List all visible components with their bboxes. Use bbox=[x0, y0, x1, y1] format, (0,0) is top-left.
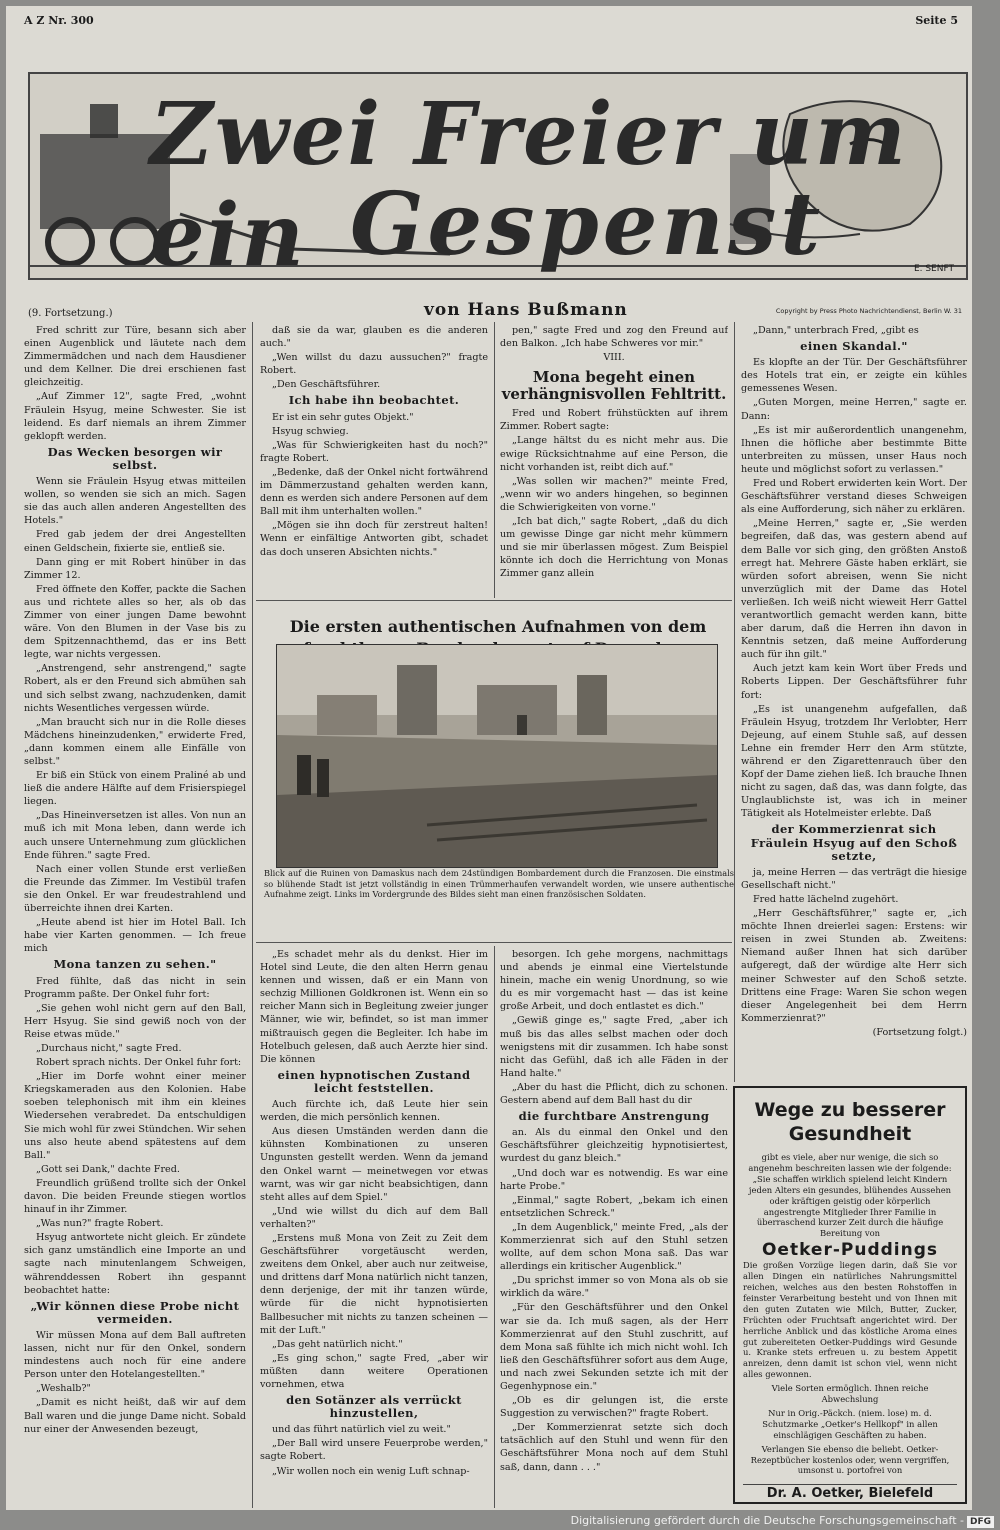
paragraph: „Damit es nicht heißt, daß wir auf dem Ball waren und die junge Dame nicht. Sobald nur einer der Anwesenden bezeugt, bbox=[24, 1397, 246, 1435]
paragraph: „Erstens muß Mona von Zeit zu Zeit dem Geschäftsführer vorgetäuscht werden, zweitens dem Onkel, aber auch nur zeitweise, und drittens darf Mona natürlich nicht tanzen, denn derjenige, der mit ihr tanzen würde, würde für die nicht hypnotisierten Ballbesucher mit nichts zu tanzen scheinen — mit der Luft." bbox=[260, 1232, 488, 1336]
paragraph: besorgen. Ich gehe morgens, nachmittags und abends je einmal eine Viertelstunde hinein, mache ein wenig Unordnung, so wie du es mir vorgemacht hast — das ist keine große Arbeit, und doch entlastet es dich." bbox=[500, 949, 728, 1013]
subheading: einen hypnotischen Zustand leicht feststellen. bbox=[277, 1067, 471, 1095]
issue-number: A Z Nr. 300 bbox=[24, 14, 94, 27]
banner-title-line1: Zwei Freier um ein bbox=[150, 84, 908, 280]
paragraph: „Wen willst du dazu aussuchen?" fragte Robert. bbox=[260, 352, 488, 377]
paragraph: „Hier im Dorfe wohnt einer meiner Kriegskameraden aus den Kolonien. Habe soeben telephonisch mit ihm ein kleines Wiedersehen verabredet. Da entschuldigen Sie mich wohl für zwei Stündchen. Wir sehen uns also heute abend spätestens auf dem Ball." bbox=[24, 1071, 246, 1161]
photo-box-top bbox=[256, 600, 732, 601]
chapter-heading: Mona begeht einen verhängnisvollen Fehltritt. bbox=[501, 368, 727, 404]
ad-headline: Wege zu besserer Gesundheit bbox=[754, 1099, 946, 1145]
paragraph: „Herr Geschäftsführer," sagte er, „ich möchte Ihnen dreierlei sagen: Erstens: wir reisen in zwei Stunden ab. Zweitens: Niemand außer Ihnen hat sich darüber aufgeregt, daß der würdige alte Herr sich meiner Schwester auf den Schoß setzte. Drittens eine Frage: Waren Sie schon wegen dieser Angelegenheit bei dem Herrn Kommerzienrat?" bbox=[741, 908, 967, 1024]
dfg-logo: DFG bbox=[967, 1516, 994, 1528]
chapter-number: VIII. bbox=[603, 352, 625, 364]
ad-intro: gibt es viele, aber nur wenige, die sich so angenehm beschreiten lassen wie der folgende: „Sie schaffen wirklich spielend leicht Kindern jeden Alters ein gesundes, blühendes Aussehen oder kräftigen geistig oder körperlich angestrengte Mitglieder Ihrer Familie in überraschend kurzer Zeit durch die häufige Bereitung von bbox=[748, 1152, 952, 1239]
paragraph: „Heute abend ist hier im Hotel Ball. Ich habe vier Karten genommen. — Ich freue mich bbox=[24, 917, 246, 955]
photo-damascus-ruins bbox=[276, 644, 718, 868]
paragraph: „Durchaus nicht," sagte Fred. bbox=[36, 1042, 182, 1054]
paragraph: an. Als du einmal den Onkel und den Geschäftsführer gleichzeitig hypnotisiertest, wurdest du ganz bleich." bbox=[500, 1127, 728, 1165]
ad-availability: Nur in Orig.-Päckch. (niem. lose) m. d. Schutzmarke „Oetker's Hellkopf" in allen einschlägigen Geschäften zu haben. bbox=[762, 1407, 938, 1440]
paragraph: Hsyug antwortete nicht gleich. Er zündete sich ganz umständlich eine Importe an und sagte nach minutenlangem Schweigen, währenddessen Robert ihn gespannt beobachtet hatte: bbox=[24, 1232, 246, 1296]
photo-box-bottom bbox=[256, 942, 732, 943]
artist-signature: E. SENFT bbox=[913, 264, 954, 274]
page-number: Seite 5 bbox=[915, 14, 958, 27]
column-3-bottom bbox=[500, 948, 728, 1508]
subheading: die furchtbare Anstrengung bbox=[518, 1109, 710, 1124]
paragraph: „Man braucht sich nur in die Rolle dieses Mädchens hineinzudenken," erwiderte Fred, „dann kommen einem alle Einfälle von selbst." bbox=[24, 716, 246, 767]
paragraph: „Bedenke, daß der Onkel nicht fortwährend im Dämmerzustand gehalten werden kann, denn es werden sich andere Personen auf dem Ball mit ihm unterhalten wollen." bbox=[260, 466, 488, 518]
paragraph: „Es ging schon," sagte Fred, „aber wir müßten dann weitere Operationen vornehmen, etwa bbox=[260, 1352, 488, 1390]
paragraph: „Auf Zimmer 12", sagte Fred, „wohnt Fräulein Hsyug, meine Schwester. Sie ist leidend. Es darf niemals an ihrem Zimmer geklopft werden. bbox=[24, 391, 246, 442]
paragraph: „Mögen sie ihn doch für zerstreut halten! Wenn er einfältige Antworten gibt, schadet das doch unseren Absichten nichts." bbox=[260, 520, 488, 558]
paragraph: „Was sollen wir machen?" meinte Fred, „wenn wir wo anders hingehen, so beginnen die Schwierigkeiten von vorne." bbox=[500, 475, 728, 513]
paragraph: „Gott sei Dank," dachte Fred. bbox=[36, 1163, 180, 1175]
paragraph: „Sie gehen wohl nicht gern auf den Ball, Herr Hsyug. Sie sind gewiß noch von der Reise etwas müde." bbox=[24, 1002, 246, 1040]
paragraph: „Meine Herren," sagte er, „Sie werden begreifen, daß das, was gestern abend auf dem Balle vor sich ging, den größten Anstoß erregt hat. Mehrere Gäste haben erklärt, sie würden sofort abreisen, wenn Sie nicht unverzüglich mit der Dame das Hotel verließen. Ich weiß nicht wieweit Herr Gattel verantwortlich gemacht werden kann, bitte aber darum, daß die Herren ihn davon in Kenntnis setzen, daß meine Aufforderung auch für ihn gilt." bbox=[741, 518, 967, 661]
digitization-footer bbox=[571, 1514, 994, 1528]
paragraph: „Es ist unangenehm aufgefallen, daß Fräulein Hsyug, trotzdem Ihr Verlobter, Herr Dejeung, auf einem Stuhle saß, auf dessen Lehne ein fremder Herr den Arm stützte, während er den Zigarettenrauch über den Kopf der Dame ziehen ließ. Ich brauche Ihnen nicht zu sagen, daß das, was dann folgte, das Unglaublichste ist, was ich in meiner Tätigkeit als Hotelmeister erlebte. Daß bbox=[741, 703, 967, 820]
subheading: Das Wecken besorgen wir selbst. bbox=[47, 444, 223, 472]
column-1 bbox=[24, 324, 246, 1510]
column-rule bbox=[494, 322, 495, 598]
paragraph: Fred und Robert frühstückten auf ihrem Zimmer. Robert sagte: bbox=[500, 408, 728, 433]
paragraph: „Weshalb?" bbox=[36, 1383, 91, 1395]
page-header bbox=[24, 12, 958, 30]
subheading: einen Skandal." bbox=[800, 339, 908, 354]
paragraph: „Anstrengend, sehr anstrengend," sagte Robert, als er den Freund sich abmühen sah und sich selbst zwang, nachzudenken, damit nichts Wesentliches vergessen würde. bbox=[24, 663, 246, 714]
to-be-continued: (Fortsetzung folgt.) bbox=[872, 1026, 967, 1038]
paragraph: Fred fühlte, daß das nicht in sein Programm paßte. Der Onkel fuhr fort: bbox=[24, 975, 246, 1000]
banner-title-line2: Gespenst bbox=[350, 174, 825, 275]
paragraph: „Es schadet mehr als du denkst. Hier im Hotel sind Leute, die den alten Herrn genau kennen und wissen, daß er ein Mann von sechzig Millionen Goldkronen ist. Wenn ein so reicher Mann sich in Begleitung zweier junger Männer, wie wir, befindet, so ist man immer mißtrauisch gegen die Begleiter. Ich habe im Hotelbuch gelesen, daß auch Aerzte hier sind. Die können bbox=[260, 949, 488, 1065]
paragraph: Es klopfte an der Tür. Der Geschäftsführer des Hotels trat ein, er zeigte ein kühles gemessenes Wesen. bbox=[741, 357, 967, 395]
photo-image bbox=[277, 645, 717, 867]
paragraph: Fred gab jedem der drei Angestellten einen Geldschein, fixierte sie, entließ sie. bbox=[24, 529, 246, 554]
column-2-top bbox=[260, 324, 488, 596]
paragraph: Fred schritt zur Türe, besann sich aber einen Augenblick und läutete nach dem Zimmermädchen und nach dem Hausdiener und dem Kellner. Die drei erschienen fast gleichzeitig. bbox=[24, 325, 246, 389]
column-4 bbox=[741, 324, 967, 1080]
subheading: Mona tanzen zu sehen." bbox=[53, 957, 217, 972]
photo-headline: Die ersten authentischen Aufnahmen von dem bbox=[289, 617, 707, 636]
paragraph: „Was für Schwierigkeiten hast du noch?" fragte Robert. bbox=[260, 439, 488, 464]
paragraph: „Gewiß ginge es," sagte Fred, „aber ich muß bis das alles selbst machen oder doch wenigstens mit dir zusammen. Ich habe sonst nicht das Gefühl, daß ich alle Fäden in der Hand halte." bbox=[500, 1015, 728, 1079]
paragraph: Aus diesen Umständen werden dann die kühnsten Kombinationen zu unseren Ungunsten gestellt werden. Wenn da jemand den Onkel warnt — meinetwegen vor etwas warnt, was wir gar nicht beabsichtigen, dann steht alles auf dem Spiel." bbox=[260, 1126, 488, 1203]
newspaper-page bbox=[6, 6, 972, 1510]
paragraph: Wir müssen Mona auf dem Ball auftreten lassen, nicht nur für den Onkel, sondern mindestens auch noch für eine andere Person unter den Hotelangestellten." bbox=[24, 1329, 246, 1381]
subheading: Ich habe ihn beobachtet. bbox=[288, 393, 460, 408]
paragraph: „In dem Augenblick," meinte Fred, „als der Kommerzienrat sich auf den Stuhl setzen wollte, auf dem schon Mona saß. Das war allerdings ein kritischer Augenblick." bbox=[500, 1221, 728, 1273]
footer-text: Digitalisierung gefördert durch die Deutsche Forschungsgemeinschaft - bbox=[570, 1514, 964, 1527]
paragraph: „Einmal," sagte Robert, „bekam ich einen entsetzlichen Schreck." bbox=[500, 1194, 728, 1219]
continuation-note: (9. Fortsetzung.) bbox=[28, 308, 113, 319]
byline bbox=[24, 300, 962, 322]
author: von Hans Bußmann bbox=[424, 300, 628, 320]
paragraph: „Dann," unterbrach Fred, „gibt es bbox=[753, 325, 919, 336]
paragraph: und das führt natürlich viel zu weit." bbox=[272, 1424, 451, 1436]
paragraph: „Der Kommerzienrat setzte sich doch tatsächlich auf den Stuhl und wenn für den Geschäftsführer Mona noch auf dem Stuhl saß, dann, dann . . ." bbox=[500, 1422, 728, 1473]
title-banner bbox=[28, 72, 968, 280]
subheading: den Sotänzer als verrückt hinzustellen, bbox=[286, 1393, 462, 1421]
column-3-top bbox=[500, 324, 728, 596]
ad-product: Oetker-Puddings bbox=[761, 1240, 939, 1261]
paragraph: Robert sprach nichts. Der Onkel fuhr fort: bbox=[36, 1057, 242, 1069]
paragraph: „Guten Morgen, meine Herren," sagte er. Dann: bbox=[741, 397, 967, 422]
ad-firm: Dr. A. Oetker, Bielefeld bbox=[743, 1484, 957, 1500]
paragraph: Auch fürchte ich, daß Leute hier sein werden, die mich persönlich kennen. bbox=[260, 1099, 488, 1124]
column-rule bbox=[494, 946, 495, 1508]
column-rule bbox=[252, 322, 253, 1508]
ad-recipes: Verlangen Sie ebenso die beliebt. Oetker-Rezeptbücher kostenlos oder, wenn vergriffen, umsonst u. portofrei von bbox=[750, 1443, 950, 1476]
paragraph: pen," sagte Fred und zog den Freund auf den Balkon. „Ich habe Schweres vor mir." bbox=[500, 325, 728, 350]
paragraph: „Ich bat dich," sagte Robert, „daß du dich um gewisse Dinge gar nicht mehr kümmern und sie mir überlassen mögest. Zum Beispiel könnte ich doch die Herrichtung von Monas Zimmer ganz allein bbox=[500, 516, 728, 580]
paragraph: Hsyug schwieg. bbox=[272, 425, 349, 437]
column-2-bottom bbox=[260, 948, 488, 1508]
photo-caption: Blick auf die Ruinen von Damaskus nach dem 24stündigen Bombardement durch die Franzosen. Die einstmals so blühende Stadt ist jetzt vollständig in einen Trümmerhaufen verwandelt worden, wie unsere authentische Aufnahme zeigt. Links im Vordergrunde des Bildes sieht man einen französischen Soldaten. bbox=[264, 868, 734, 899]
paragraph: ja, meine Herren — das verträgt die hiesige Gesellschaft nicht." bbox=[741, 866, 967, 891]
paragraph: Er ist ein sehr gutes Objekt." bbox=[272, 411, 414, 423]
column-rule bbox=[734, 322, 735, 1082]
paragraph: „Der Ball wird unsere Feuerprobe werden," sagte Robert. bbox=[260, 1438, 488, 1463]
paragraph: „Das Hineinversetzen ist alles. Von nun an muß ich mit Mona leben, dann werde ich auch unsere Unternehmung zum glücklichen Ende führen." sagte Fred. bbox=[24, 810, 246, 861]
paragraph: „Lange hältst du es nicht mehr aus. Die ewige Rücksichtnahme auf eine Person, die nicht vorhanden ist, reibt dich auf." bbox=[500, 435, 728, 473]
paragraph: Freundlich grüßend trollte sich der Onkel davon. Die beiden Freunde stiegen wortlos hinauf in ihr Zimmer. bbox=[24, 1177, 246, 1216]
paragraph: „Ob es dir gelungen ist, die erste Suggestion zu verwischen?" fragte Robert. bbox=[500, 1395, 728, 1420]
subheading: „Wir können diese Probe nicht vermeiden. bbox=[30, 1298, 240, 1326]
paragraph: „Aber du hast die Pflicht, dich zu schonen. Gestern abend auf dem Ball hast du dir bbox=[500, 1081, 728, 1107]
paragraph: Fred und Robert erwiderten kein Wort. Der Geschäftsführer verstand dieses Schweigen als eine Aufforderung, sich näher zu erklären. bbox=[741, 478, 967, 516]
paragraph: Fred öffnete den Koffer, packte die Sachen aus und richtete alles so her, als ob das Zimmer von einer jungen Dame bewohnt wäre. Von den Blumen in der Vase bis zu dem Spitzennachthemd, das er ins Bett legte, war nichts vergessen. bbox=[24, 583, 246, 661]
paragraph: „Für den Geschäftsführer und den Onkel war sie da. Ich muß sagen, als der Herr Kommerzienrat auf den Stuhl zuschritt, auf dem Mona saß fühlte ich mich nicht wohl. Ich ließ den Geschäftsführer sofort aus dem Auge, und nach zwei Sekunden setzte ich mit der Gegenhypnose ein." bbox=[500, 1302, 728, 1392]
paragraph: Nach einer vollen Stunde erst verließen die Freunde das Zimmer. Im Vestibül trafen sie den Onkel. Er war freudestrahlend und überreichte ihnen drei Karten. bbox=[24, 863, 246, 915]
paragraph: Er biß ein Stück von einem Praliné ab und ließ die andere Hälfte auf dem Frisierspiegel liegen. bbox=[24, 770, 246, 808]
paragraph: „Was nun?" fragte Robert. bbox=[36, 1218, 164, 1230]
paragraph: Auch jetzt kam kein Wort über Freds und Roberts Lippen. Der Geschäftsführer fuhr fort: bbox=[741, 663, 967, 701]
subheading: der Kommerzienrat sich Fräulein Hsyug auf den Schoß setzte, bbox=[750, 822, 958, 863]
paragraph: daß sie da war, glauben es die anderen auch." bbox=[260, 325, 488, 350]
copyright-note: Copyright by Press Photo Nachrichtendienst, Berlin W. 31 bbox=[775, 307, 962, 315]
paragraph: Dann ging er mit Robert hinüber in das Zimmer 12. bbox=[24, 556, 246, 581]
paragraph: „Es ist mir außerordentlich unangenehm, Ihnen die höfliche aber bestimmte Bitte unterbreiten zu müssen, unser Haus noch heute und möglichst sofort zu verlassen." bbox=[741, 424, 967, 475]
ad-body: Die großen Vorzüge liegen darin, daß Sie vor allen Dingen ein natürliches Nahrungsmittel reichen, welches aus den besten Rohstoffen in feinster Verarbeitung besteht und von Ihnen mit den guten Zutaten wie Milch, Butter, Zucker, Früchten oder Fruchtsaft angerichtet wird. Der herrliche Anblick und das köstliche Aroma eines gut zubereiteten Oetker-Puddings wird Gesunde u. Kranke stets erfreuen u. zu bestem Appetit anreizen, denn damit ist schon viel, wenn nicht alles gewonnen. bbox=[743, 1260, 957, 1380]
paragraph: „Und doch war es notwendig. Es war eine harte Probe." bbox=[500, 1167, 728, 1192]
paragraph: Fred hatte lächelnd zugehört. bbox=[753, 893, 899, 905]
paragraph: „Das geht natürlich nicht." bbox=[272, 1338, 403, 1350]
paragraph: „Wir wollen noch ein wenig Luft schnap- bbox=[272, 1465, 470, 1477]
oetker-advertisement bbox=[733, 1086, 967, 1504]
ad-variety: Viele Sorten ermöglich. Ihnen reiche Abwechslung bbox=[771, 1383, 929, 1405]
paragraph: „Und wie willst du dich auf dem Ball verhalten?" bbox=[260, 1205, 488, 1230]
paragraph: „Den Geschäftsführer. bbox=[272, 379, 381, 391]
paragraph: „Du sprichst immer so von Mona als ob sie wirklich da wäre." bbox=[500, 1275, 728, 1300]
paragraph: Wenn sie Fräulein Hsyug etwas mitteilen wollen, so wenden sie sich an mich. Sagen sie das auch allen anderen Angestellten des Hotels." bbox=[24, 476, 246, 527]
